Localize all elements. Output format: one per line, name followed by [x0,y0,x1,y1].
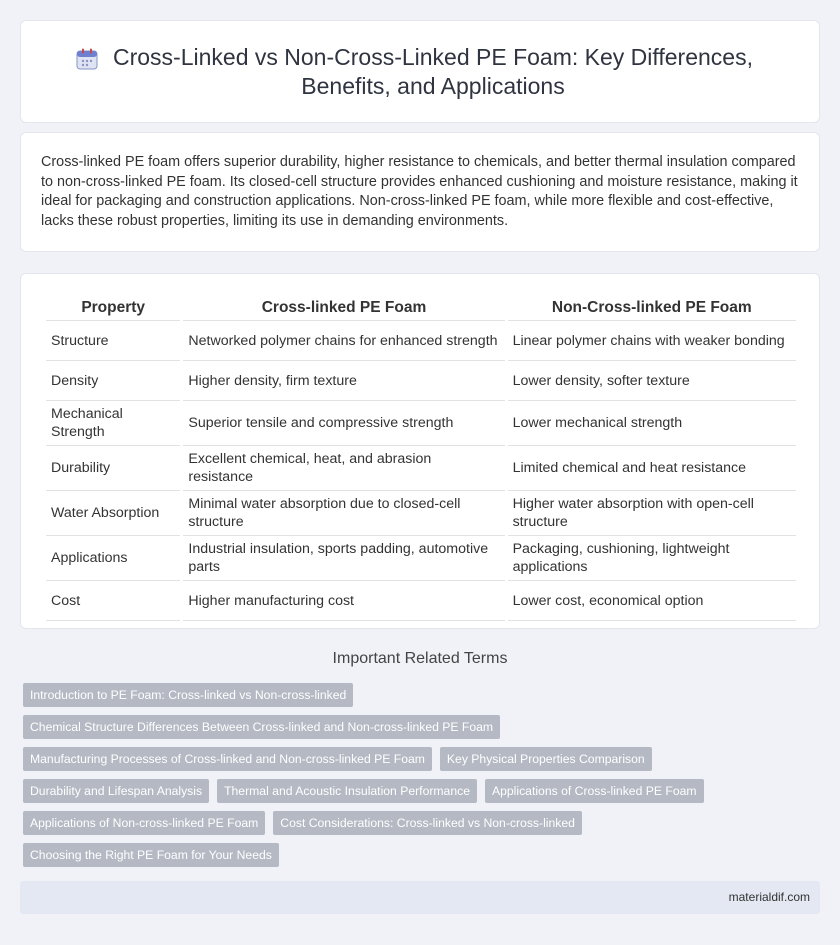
table-row [46,401,796,446]
related-term-tag[interactable]: Manufacturing Processes of Cross-linked and Non-cross-linked PE Foam [23,747,432,771]
property-cell: Structure [46,321,180,361]
table-row [46,581,796,621]
cross-linked-cell: Higher manufacturing cost [183,581,504,621]
table-row [46,536,796,581]
related-term-tag[interactable]: Applications of Non-cross-linked PE Foam [23,811,265,835]
non-cross-linked-cell: Lower mechanical strength [508,401,796,446]
cross-linked-cell: Excellent chemical, heat, and abrasion resistance [183,446,504,491]
related-term-tag[interactable]: Choosing the Right PE Foam for Your Needs [23,843,279,867]
related-term-tag[interactable]: Thermal and Acoustic Insulation Performance [217,779,477,803]
table-header-row [46,294,796,321]
related-term-tag[interactable]: Key Physical Properties Comparison [440,747,652,771]
column-header-non-cross-linked: Non-Cross-linked PE Foam [508,294,796,321]
table-row [46,361,796,401]
non-cross-linked-cell: Higher water absorption with open-cell structure [508,491,796,536]
non-cross-linked-cell: Limited chemical and heat resistance [508,446,796,491]
cross-linked-cell: Superior tensile and compressive strength [183,401,504,446]
property-cell: Density [46,361,180,401]
related-term-tag[interactable]: Applications of Cross-linked PE Foam [485,779,704,803]
comparison-table-card [20,273,820,629]
related-terms-list [23,683,723,875]
summary-text: Cross-linked PE foam offers superior durability, higher resistance to chemicals, and better thermal insulation compared to non-cross-linked PE foam. Its closed-cell structure provides enhanced cushioning and moisture resistance, making it ideal for packaging and construction applications. Non-cross-linked PE foam, while more flexible and cost-effective, lacks these robust properties, limiting its use in demanding environments. [41,154,798,229]
footer [20,881,820,914]
comparison-table [43,294,799,621]
table-row [46,446,796,491]
cross-linked-cell: Networked polymer chains for enhanced strength [183,321,504,361]
table-row [46,491,796,536]
summary-card [20,132,820,252]
related-term-tag[interactable]: Chemical Structure Differences Between Cross-linked and Non-cross-linked PE Foam [23,715,500,739]
property-cell: Durability [46,446,180,491]
cross-linked-cell: Higher density, firm texture [183,361,504,401]
table-row [46,321,796,361]
property-cell: Applications [46,536,180,581]
related-terms-heading: Important Related Terms [332,650,508,667]
related-term-tag[interactable]: Introduction to PE Foam: Cross-linked vs Non-cross-linked [23,683,353,707]
header-card [20,20,820,123]
property-cell: Mechanical Strength [46,401,180,446]
non-cross-linked-cell: Lower density, softer texture [508,361,796,401]
related-term-tag[interactable]: Durability and Lifespan Analysis [23,779,209,803]
property-cell: Cost [46,581,180,621]
property-cell: Water Absorption [46,491,180,536]
non-cross-linked-cell: Linear polymer chains with weaker bonding [508,321,796,361]
non-cross-linked-cell: Packaging, cushioning, lightweight applications [508,536,796,581]
column-header-property: Property [46,294,180,321]
column-header-cross-linked: Cross-linked PE Foam [183,294,504,321]
non-cross-linked-cell: Lower cost, economical option [508,581,796,621]
footer-site-name[interactable]: materialdif.com [728,890,810,904]
cross-linked-cell: Industrial insulation, sports padding, automotive parts [183,536,504,581]
cross-linked-cell: Minimal water absorption due to closed-cell structure [183,491,504,536]
page-title: Cross-Linked vs Non-Cross-Linked PE Foam: Key Differences, Benefits, and Applications [113,43,753,99]
related-term-tag[interactable]: Cost Considerations: Cross-linked vs Non-cross-linked [273,811,582,835]
